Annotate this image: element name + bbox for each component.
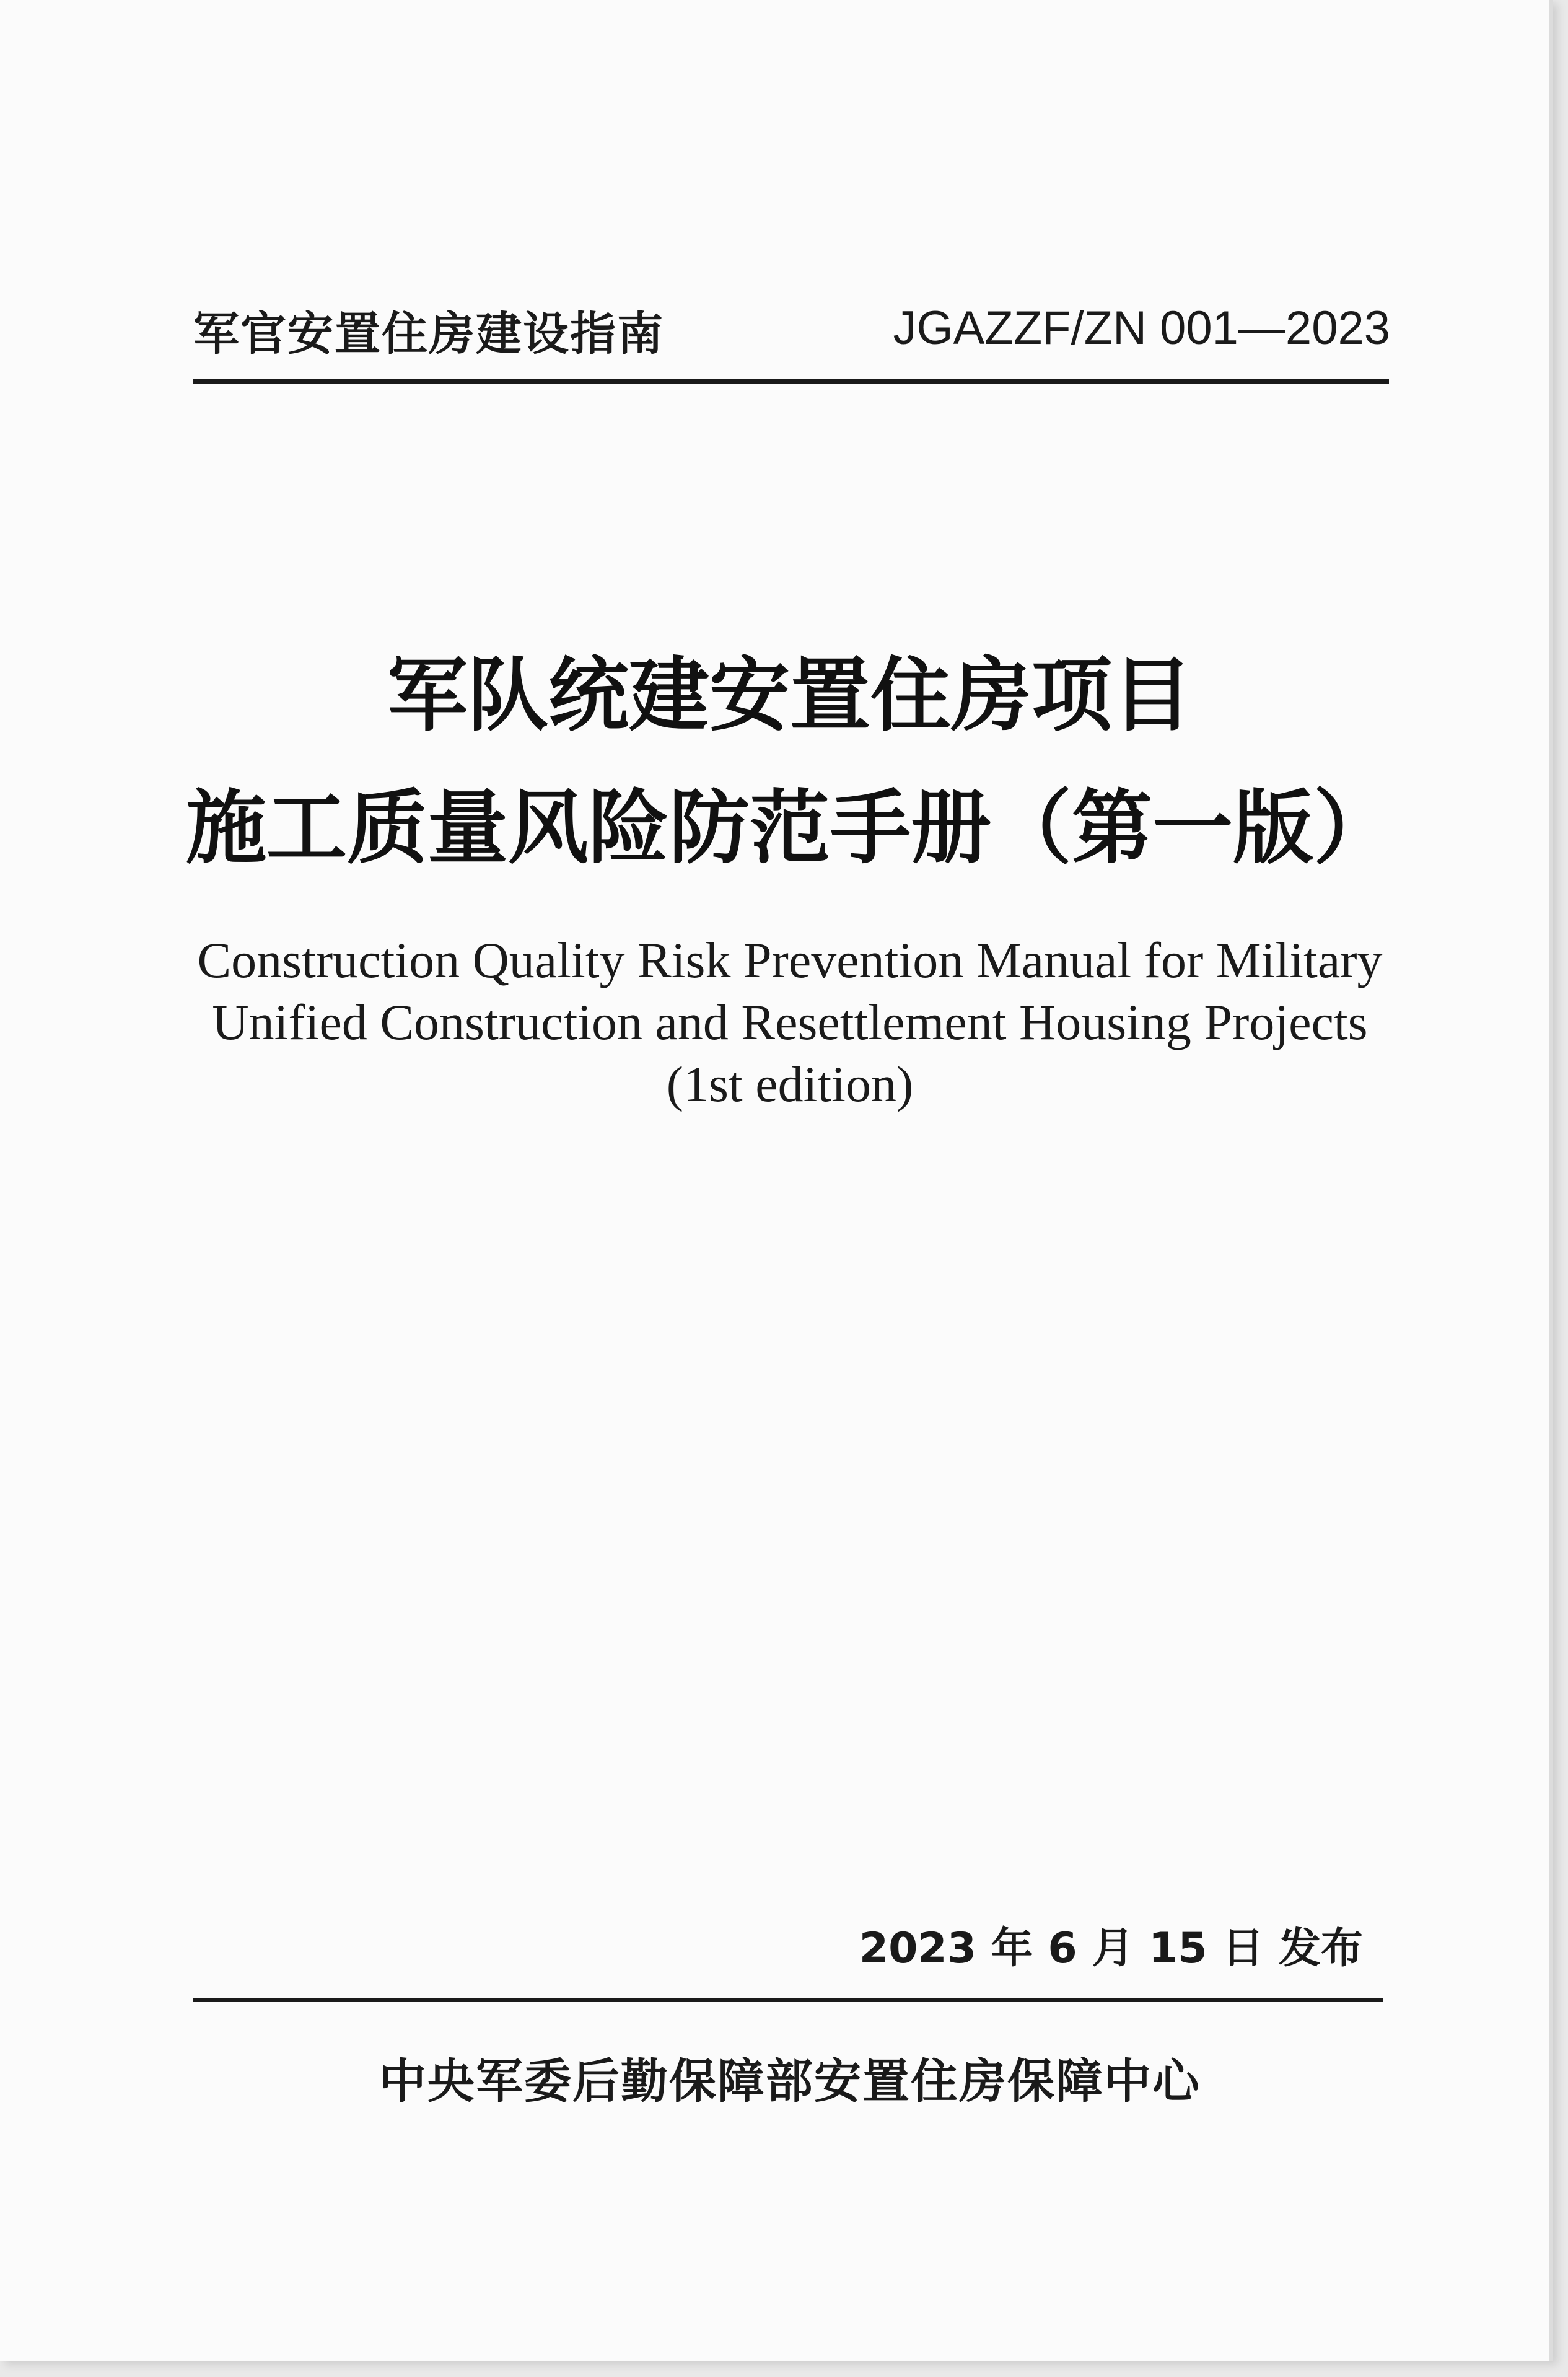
english-title-line-2: Unified Construction and Resettlement Housing Projects: [212, 994, 1368, 1050]
bottom-divider: [193, 1998, 1383, 2002]
standard-code: JGAZZF/ZN 001—2023: [893, 302, 1390, 354]
title-line-2: 施工质量风险防范手册（第一版）: [186, 780, 1395, 875]
title-line-1: 军队统建安置住房项目: [387, 648, 1193, 742]
english-title-line-3: (1st edition): [666, 1056, 914, 1112]
publisher: 中央军委后勤保障部安置住房保障中心: [379, 2054, 1201, 2109]
top-divider: [193, 379, 1389, 384]
publish-date: 2023 年 6 月 15 日 发布: [859, 1924, 1363, 1973]
english-title: [186, 929, 1394, 1115]
english-title-line-1: Construction Quality Risk Prevention Manual for Military: [197, 932, 1383, 988]
series-name: 军官安置住房建设指南: [193, 307, 664, 361]
